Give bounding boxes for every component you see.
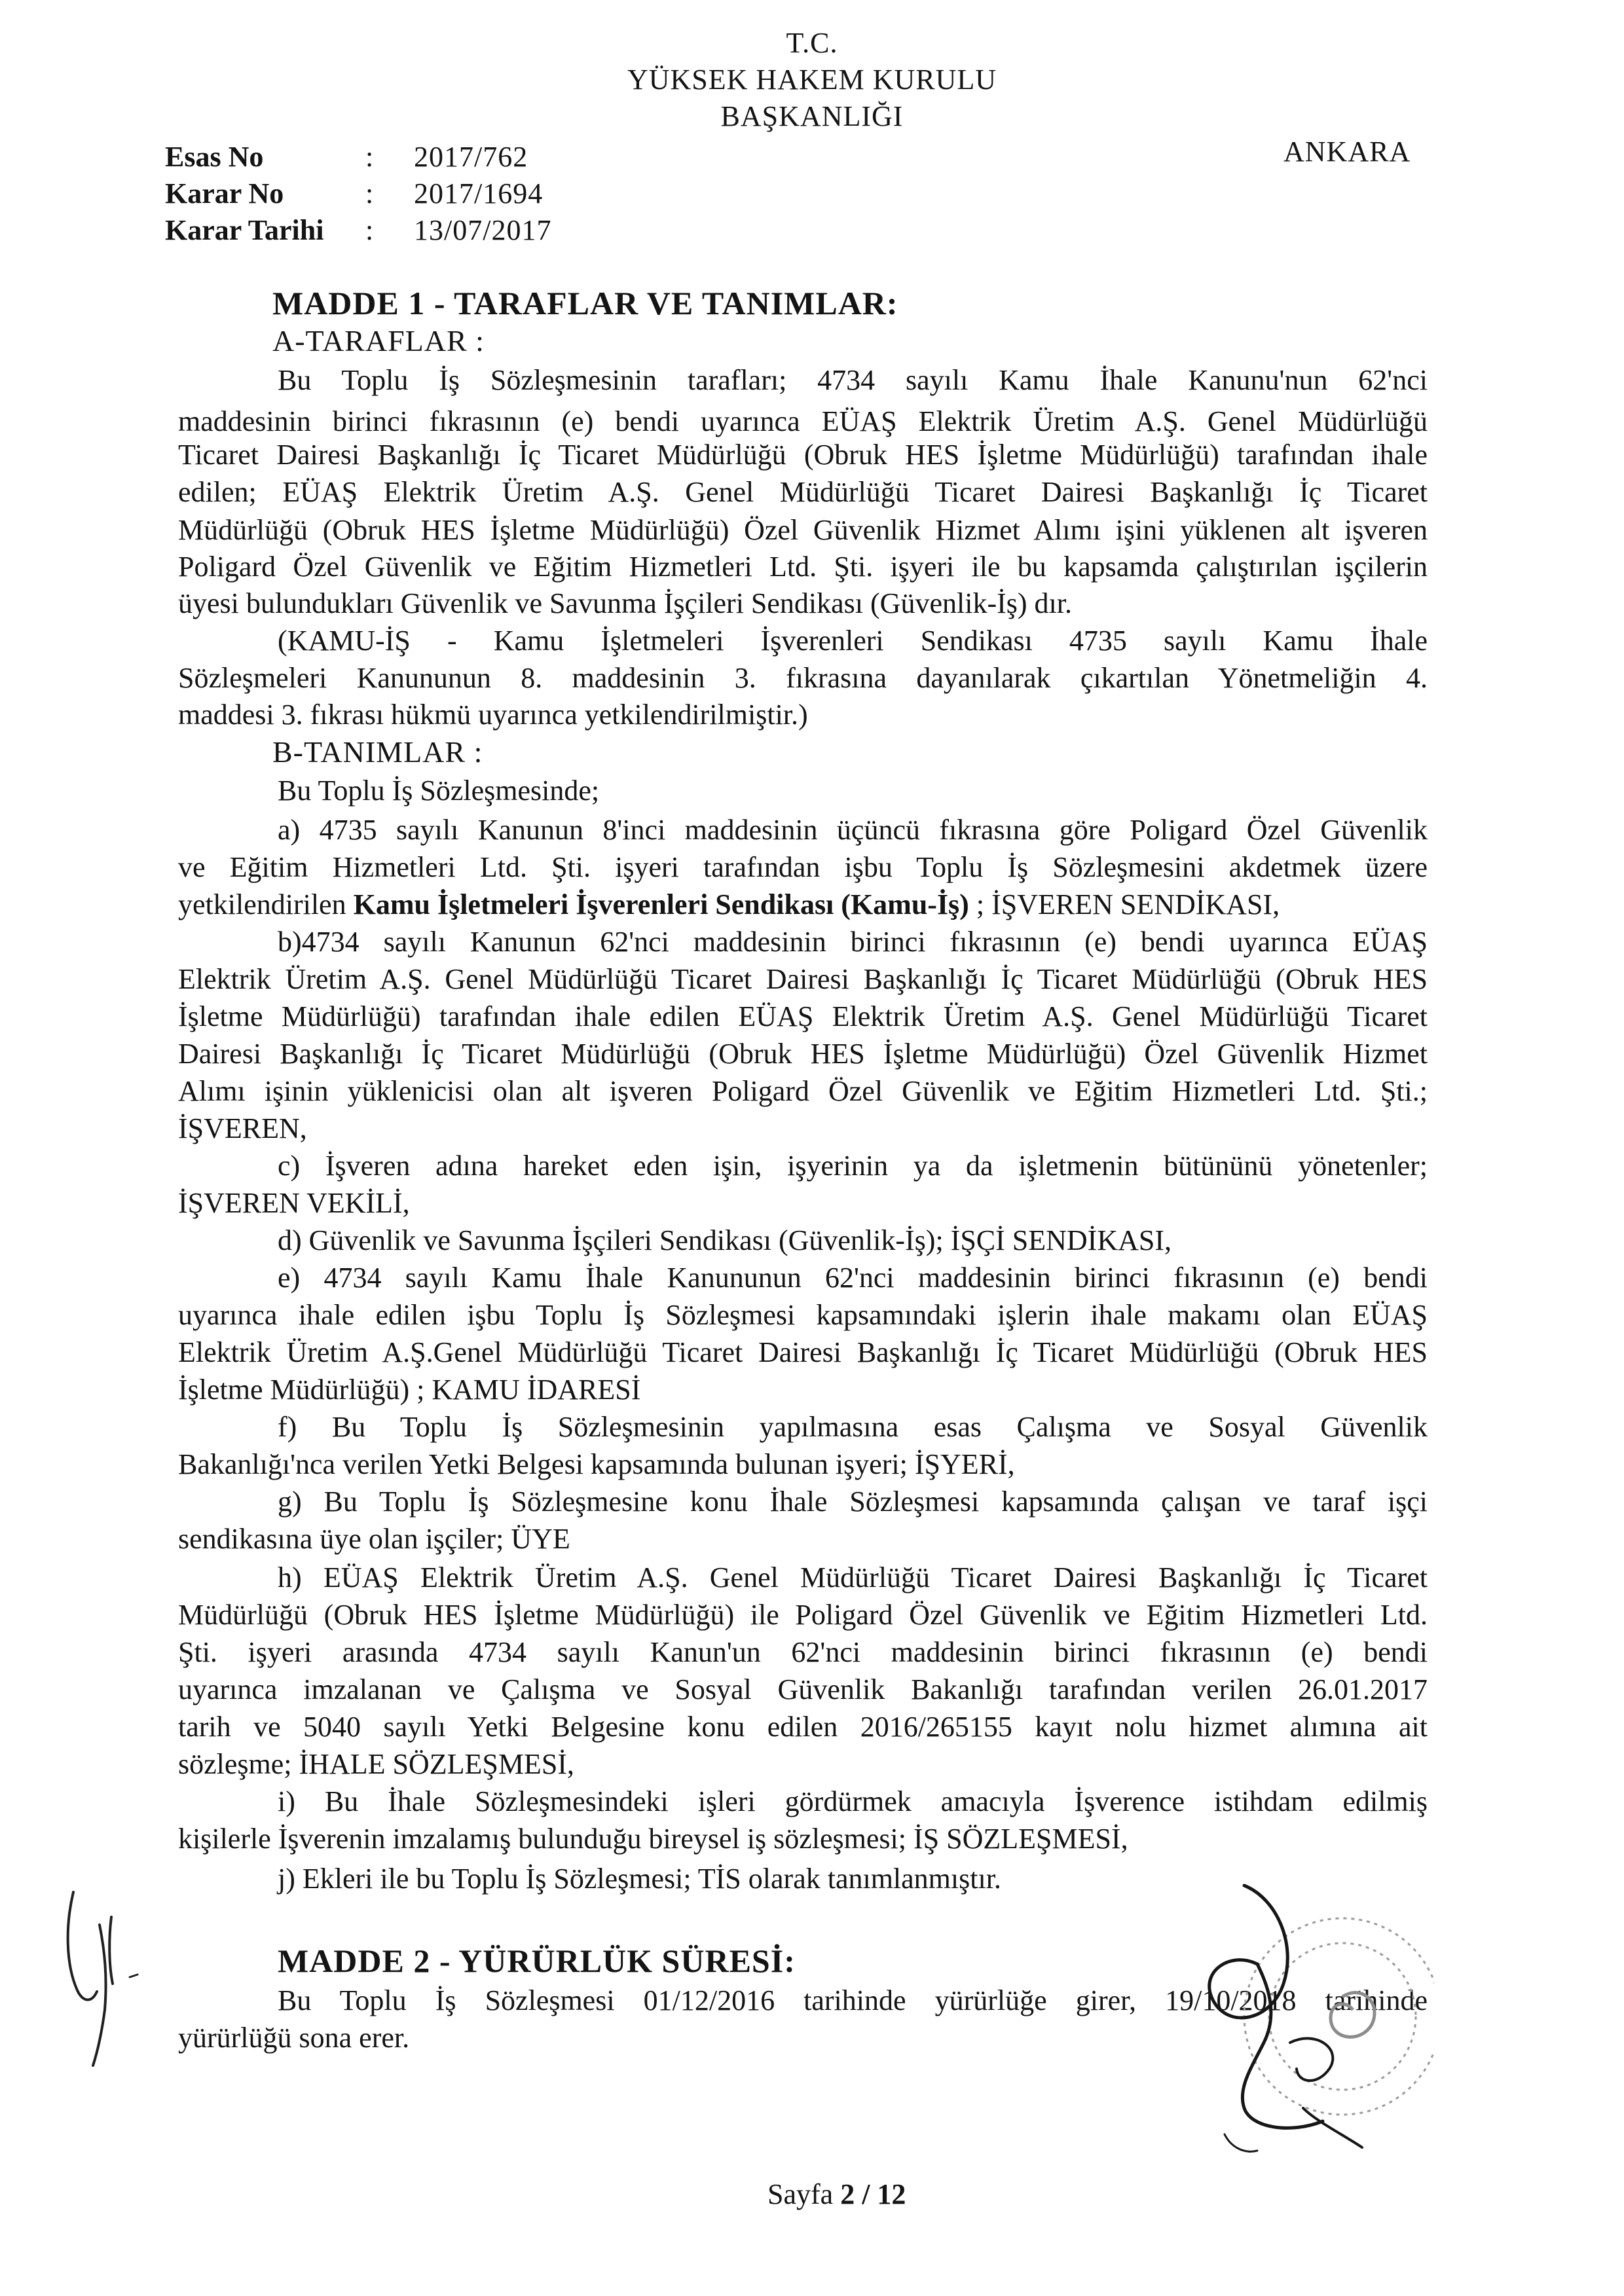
article-1-line: uyarınca imzalanan ve Çalışma ve Sosyal Güvenlik Bakanlığı tarafından verilen 26.01.2017 (178, 1673, 1428, 1705)
article-1-line: Elektrik Üretim A.Ş. Genel Müdürlüğü Ticaret Dairesi Başkanlığı İç Ticaret Müdürlüğü (Obruk HES (178, 963, 1428, 995)
meta-separator: : (365, 214, 374, 246)
article-1-line: f) Bu Toplu İş Sözleşmesinin yapılmasına esas Çalışma ve Sosyal Güvenlik (278, 1411, 1428, 1443)
article-1-line: Poligard Özel Güvenlik ve Eğitim Hizmetleri Ltd. Şti. işyeri ile bu kapsamda çalıştırılan işçilerin (178, 551, 1428, 583)
article-1-line: e) 4734 sayılı Kamu İhale Kanununun 62'nci maddesinin birinci fıkrasının (e) bendi (278, 1262, 1428, 1294)
article-1-line: İşletme Müdürlüğü) ; KAMU İDARESİ (178, 1374, 641, 1406)
header-board: YÜKSEK HAKEM KURULU (627, 64, 997, 96)
article-2-line: yürürlüğü sona erer. (178, 2022, 410, 2054)
article-1-line: maddesi 3. fıkrası hükmü uyarınca yetkilendirilmiştir.) (178, 699, 808, 731)
article-1-line: tarih ve 5040 sayılı Yetki Belgesine konu edilen 2016/265155 kayıt nolu hizmet alımına ait (178, 1711, 1428, 1743)
article-1-line: g) Bu Toplu İş Sözleşmesine konu İhale Sözleşmesi kapsamında çalışan ve taraf işçi (278, 1485, 1428, 1518)
article-1-line: sendikasına üye olan işçiler; ÜYE (178, 1523, 570, 1555)
stamp-ring (1244, 1918, 1434, 2115)
article-1-line: Müdürlüğü (Obruk HES İşletme Müdürlüğü) Özel Güvenlik Hizmet Alımı işini yüklenen alt işveren (178, 514, 1428, 546)
article-1-line: üyesi bulundukları Güvenlik ve Savunma İşçileri Sendikası (Güvenlik-İş) dır. (178, 587, 1072, 619)
article-1-line: d) Güvenlik ve Savunma İşçileri Sendikası (Güvenlik-İş); İŞÇİ SENDİKASI, (278, 1224, 1172, 1256)
article-1-line: Ticaret Dairesi Başkanlığı İç Ticaret Müdürlüğü (Obruk HES İşletme Müdürlüğü) tarafından ihale (178, 439, 1428, 471)
article-1-line: uyarınca ihale edilen işbu Toplu İş Sözleşmesi kapsamındaki işlerin ihale makamı olan EÜAŞ (178, 1299, 1428, 1331)
case-number-label: Esas No (165, 141, 264, 173)
article-2-line: Bu Toplu İş Sözleşmesi 01/12/2016 tarihinde yürürlüğe girer, 19/10/2018 tarihinde (278, 1984, 1428, 2016)
meta-separator: : (365, 141, 374, 173)
decision-number-label: Karar No (165, 177, 284, 210)
article-1-line: Müdürlüğü (Obruk HES İşletme Müdürlüğü) ile Poligard Özel Güvenlik ve Eğitim Hizmetleri Ltd. (178, 1599, 1428, 1631)
margin-signature (39, 1879, 164, 2069)
article-1-line: b)4734 sayılı Kanunun 62'nci maddesinin birinci fıkrasının (e) bendi uyarınca EÜAŞ (278, 926, 1428, 958)
article-1-line: edilen; EÜAŞ Elektrik Üretim A.Ş. Genel Müdürlüğü Ticaret Dairesi Başkanlığı İç Ticaret (178, 476, 1428, 508)
article-1-line: Alımı işinin yüklenicisi olan alt işveren Poligard Özel Güvenlik ve Eğitim Hizmetleri Ltd. Şti.; (178, 1075, 1428, 1107)
article-1-line: Şti. işyeri arasında 4734 sayılı Kanun'un 62'nci maddesinin birinci fıkrasının (e) bendi (178, 1636, 1428, 1668)
decision-date-label: Karar Tarihi (165, 214, 324, 246)
article-1-line: Bakanlığı'nca verilen Yetki Belgesi kapsamında bulunan işyeri; İŞYERİ, (178, 1448, 1015, 1480)
article-1-line: yetkilendirilen Kamu İşletmeleri İşverenleri Sendikası (Kamu-İş) ; İŞVEREN SENDİKASI, (178, 888, 1280, 920)
article-1-line: maddesinin birinci fıkrasının (e) bendi uyarınca EÜAŞ Elektrik Üretim A.Ş. Genel Müdürlüğü (178, 405, 1428, 437)
article-1-line: İşletme Müdürlüğü) tarafından ihale edilen EÜAŞ Elektrik Üretim A.Ş. Genel Müdürlüğü Ticaret (178, 1000, 1428, 1032)
page-number (767, 2178, 906, 2211)
page-count: 2 / 12 (840, 2178, 906, 2210)
decision-date-value: 13/07/2017 (414, 214, 552, 246)
stamp-and-signature (1146, 1872, 1434, 2174)
parties-subheading: A-TARAFLAR : (272, 324, 485, 357)
article-1-line: sözleşme; İHALE SÖZLEŞMESİ, (178, 1748, 574, 1780)
header-republic: T.C. (786, 27, 838, 59)
article-1-heading: MADDE 1 - TARAFLAR VE TANIMLAR: (272, 285, 898, 321)
article-1-line: İŞVEREN VEKİLİ, (178, 1187, 410, 1219)
page-label: Sayfa (767, 2178, 834, 2210)
article-1-line: Elektrik Üretim A.Ş.Genel Müdürlüğü Ticaret Dairesi Başkanlığı İç Ticaret Müdürlüğü (Obruk HES (178, 1336, 1428, 1368)
article-2-heading: MADDE 2 - YÜRÜRLÜK SÜRESİ: (278, 1942, 796, 1979)
article-1-line: Bu Toplu İş Sözleşmesinde; (278, 774, 600, 807)
article-1-line: a) 4735 sayılı Kanunun 8'inci maddesinin üçüncü fıkrasına göre Poligard Özel Güvenlik (278, 814, 1428, 846)
article-1-line: Sözleşmeleri Kanununun 8. maddesinin 3. fıkrasına dayanılarak çıkartılan Yönetmeliğin 4. (178, 662, 1428, 694)
article-1-line: Bu Toplu İş Sözleşmesinin tarafları; 4734 sayılı Kamu İhale Kanunu'nun 62'nci (278, 364, 1428, 396)
definitions-subheading: B-TANIMLAR : (272, 735, 483, 769)
article-1-line: Dairesi Başkanlığı İç Ticaret Müdürlüğü (Obruk HES İşletme Müdürlüğü) Özel Güvenlik Hizmet (178, 1038, 1428, 1070)
header-presidency: BAŞKANLIĞI (720, 100, 904, 132)
article-1-line: c) İşveren adına hareket eden işin, işyerinin ya da işletmenin bütününü yönetenler; (278, 1150, 1428, 1182)
meta-separator: : (365, 177, 374, 210)
article-1-line: (KAMU-İŞ - Kamu İşletmeleri İşverenleri Sendikası 4735 sayılı Kamu İhale (278, 625, 1428, 657)
article-1-line: h) EÜAŞ Elektrik Üretim A.Ş. Genel Müdürlüğü Ticaret Dairesi Başkanlığı İç Ticaret (278, 1561, 1428, 1594)
article-1-line: kişilerle İşverenin imzalamış bulunduğu bireysel iş sözleşmesi; İŞ SÖZLEŞMESİ, (178, 1823, 1128, 1855)
city-name: ANKARA (1283, 136, 1411, 168)
case-number-value: 2017/762 (414, 141, 528, 173)
article-1-line: İŞVEREN, (178, 1112, 307, 1144)
article-1-line: j) Ekleri ile bu Toplu İş Sözleşmesi; TİS olarak tanımlanmıştır. (278, 1863, 1001, 1895)
article-1-line: i) Bu İhale Sözleşmesindeki işleri gördürmek amacıyla İşverence istihdam edilmiş (278, 1785, 1428, 1817)
stamp-emblem (1331, 1993, 1375, 2037)
decision-number-value: 2017/1694 (414, 177, 544, 210)
article-1-line: ve Eğitim Hizmetleri Ltd. Şti. işyeri tarafından işbu Toplu İş Sözleşmesini akdetmek üzere (178, 851, 1428, 883)
